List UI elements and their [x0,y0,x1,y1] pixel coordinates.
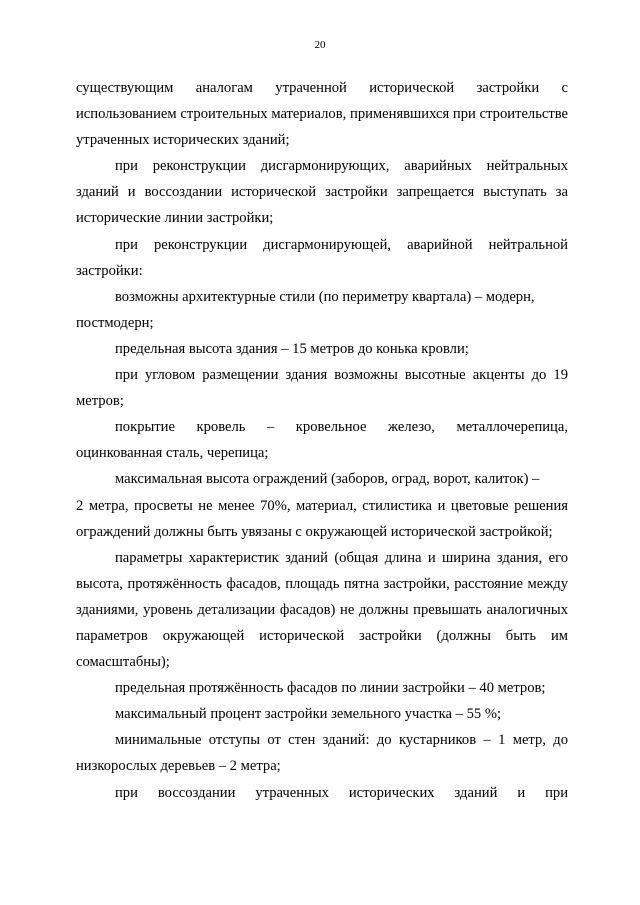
paragraph-reconstruction-lines: при реконструкции дисгармонирующих, аварийных нейтральных зданий и воссоздании исторической застройки запрещается выступать за исторические линии застройки; [76,158,568,227]
paragraph-corner-accents: при угловом размещении здания возможны высотные акценты до 19 метров; [76,367,568,410]
paragraph-reconstruction-intro: при реконструкции дисгармонирующей, аварийной нейтральной застройки: [76,236,568,279]
paragraph-architectural-styles: возможны архитектурные стили (по периметру квартала) – модерн, постмодерн; [76,288,535,331]
paragraph-facade-length: предельная протяжённость фасадов по линии застройки – 40 метров; [115,680,546,697]
paragraph-building-parameters: параметры характеристик зданий (общая длина и ширина здания, его высота, протяжённость фасадов, площадь пятна застройки, расстояние между зданиями, уровень детализации фасадов) не должны превышать аналогичных параметров окружающей исторической застройки (должны быть им сомасштабны); [76,549,568,671]
page-number: 20 [314,39,326,51]
paragraph-analog-materials: существующим аналогам утраченной исторической застройки с использованием строительных материалов, применявшихся при строительстве утраченных исторических зданий; [76,80,568,149]
paragraph-setbacks: минимальные отступы от стен зданий: до кустарников – 1 метр, до низкорослых деревьев – 2 метра; [76,732,568,775]
paragraph-lot-coverage: максимальный процент застройки земельного участка – 55 %; [115,706,502,723]
paragraph-max-height: предельная высота здания – 15 метров до конька кровли; [115,340,469,357]
paragraph-roof-covering: покрытие кровель – кровельное железо, металлочерепица, оцинкованная сталь, черепица; [76,419,568,462]
paragraph-fence-height: максимальная высота ограждений (заборов, оград, ворот, калиток) – 2 метра, просветы не менее 70%, материал, стилистика и цветовые решения ограждений должны быть увязаны с окружающей исторической застройкой; [76,471,568,540]
document-body [76,75,568,806]
paragraph-recreation-continued: при воссоздании утраченных исторических зданий и при [115,784,568,801]
